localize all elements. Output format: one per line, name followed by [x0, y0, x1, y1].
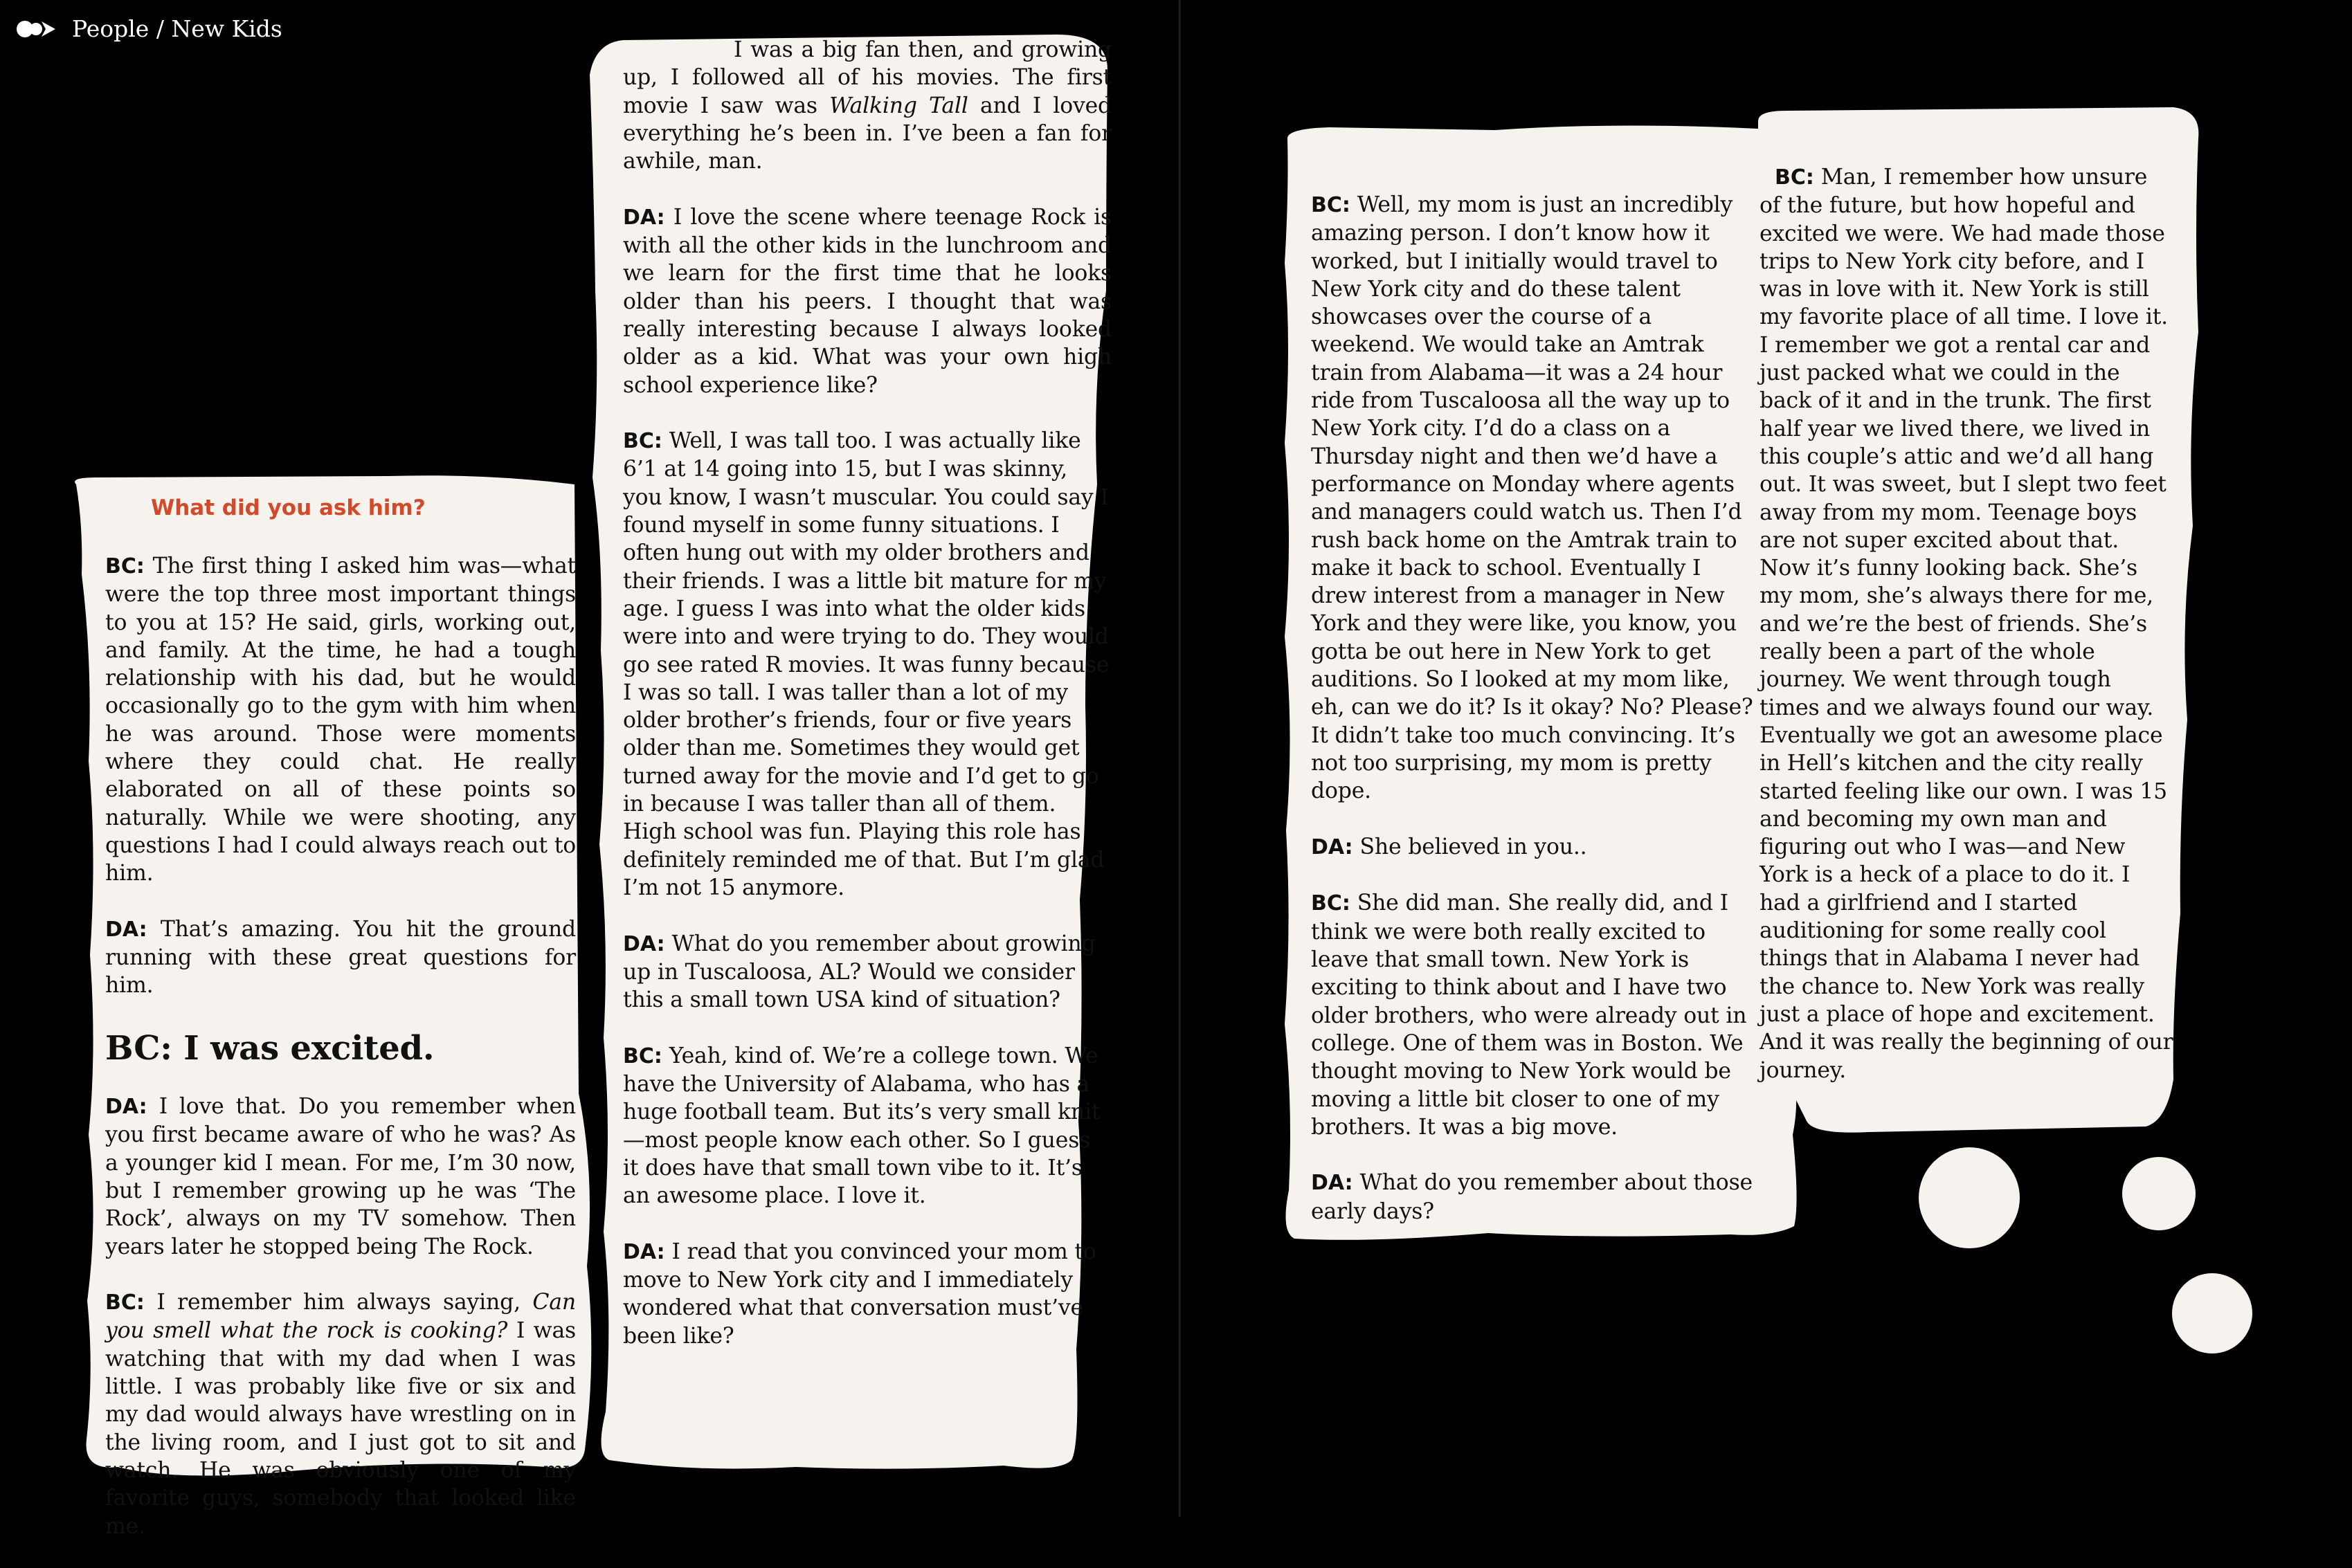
paragraph-text: I was a big fan then, and growing up, I followed all of his movies. The first movie I saw was — [623, 37, 1112, 118]
speaker-label: DA: — [623, 931, 665, 956]
speaker-label: BC: — [623, 429, 662, 454]
paragraph — [623, 930, 1112, 1014]
paragraph-text: She did man. She really did, and I think we were both really excited to leave that small town. New York is exciting to think about and I have two older brothers, who were already out in college. One of them was in Boston. We thought moving to New York would be moving a little bit closer to one of my brothers. It was a big move. — [1311, 891, 1747, 1140]
movie-title-italic: Walking Tall — [829, 93, 968, 118]
thought-bubble-medium — [2122, 1157, 2196, 1230]
paragraph — [1311, 1169, 1754, 1225]
interview-column-4 — [1760, 163, 2173, 1112]
paragraph-text: The first thing I asked him was—what were the top three most important things to you at 15? He said, girls, working out, and family. At the time, he had a tough relationship with his dad, but he would occasionally go to the gym with him when he was around. Those were moments where they could chat. He really elaborated on all of these points so naturally. While we were shooting, any questions I had I could always reach out to him. — [105, 554, 576, 886]
speaker-label: DA: — [623, 205, 665, 230]
speaker-label: BC: — [1775, 165, 1814, 190]
paragraph-text: Well, my mom is just an incredibly amazing person. I don’t know how it worked, but I initially would travel to New York city and do these talent showcases over the course of a weekend. We would take an Amtrak train from Alabama—it was a 24 hour ride from Tuscaloosa all the way up to New York city. I’d do a class on a Thursday night and then we’d have a performance on Monday where agents and managers could watch us. Then I’d rush back home on the Amtrak train to make it back to school. Eventually I drew interest from a manager in New York and they were like, you know, you gotta be out here in New York to get auditions. So I looked at my mom like, eh, can we do it? Is it okay? No? Please? It didn’t take too much convincing. It’s not too surprising, my mom is pretty dope. — [1311, 192, 1753, 804]
paragraph-text: That’s amazing. You hit the ground running with these great questions for him. — [105, 916, 576, 999]
speaker-label: BC: — [1311, 891, 1350, 916]
paragraph — [623, 1238, 1112, 1350]
paragraph — [623, 203, 1112, 399]
paragraph — [105, 1288, 576, 1540]
speaker-label: DA: — [105, 917, 147, 942]
pull-quote: BC: I was excited. — [105, 1029, 435, 1068]
paragraph-text: I love the scene where teenage Rock is with all the other kids in the lunchroom and we learn for the first time that he looks older than his peers. I thought that was really interesting because I always looked older as a kid. What was your own high school experience like? — [623, 204, 1112, 398]
paragraph-text: I read that you convinced your mom to move to New York city and I immediately wondered what that conversation must’ve been like? — [623, 1239, 1096, 1349]
speaker-label: DA: — [105, 1095, 147, 1120]
paragraph-text: Yeah, kind of. We’re a college town. We have the University of Alabama, who has a huge football team. But its’s very small knit—most people know each other. So I guess it does have that small town vibe to it. It’s an awesome place. I love it. — [623, 1043, 1101, 1209]
interview-column-2 — [623, 36, 1112, 1378]
speaker-label: DA: — [1311, 1171, 1353, 1196]
paragraph — [105, 1093, 576, 1261]
speaker-label: DA: — [623, 1239, 665, 1264]
interview-column-3 — [1311, 191, 1754, 1253]
question-heading: What did you ask him? — [151, 495, 426, 520]
paragraph — [105, 915, 576, 1000]
paragraph-text: What do you remember about those early days? — [1311, 1170, 1753, 1224]
paragraph-text: She believed in you.. — [1359, 834, 1587, 859]
paragraph-text: I was watching that with my dad when I was little. I was probably like five or six and my dad would always have wrestling on in the living room, and I just got to sit and watch. He was obviously one of my favorite guys, somebody that looked like me. — [105, 1318, 576, 1539]
speaker-label: BC: — [1311, 193, 1350, 217]
speaker-label: DA: — [1311, 835, 1353, 859]
paragraph — [623, 36, 1112, 175]
thought-bubble-small — [2172, 1273, 2252, 1353]
paragraph-text: and I loved everything he’s been in. I’ve been a fan for awhile, man. — [623, 93, 1112, 174]
paragraph — [1760, 163, 2173, 1084]
speaker-label: BC: — [623, 1043, 662, 1068]
speaker-label: BC: — [105, 1291, 145, 1315]
paragraph — [1311, 889, 1754, 1141]
paragraph-text: Well, I was tall too. I was actually like 6’1 at 14 going into 15, but I was skinny, you know, I wasn’t muscular. You could say I found myself in some funny situations. I often hung out with my older brothers and their friends. I was a little bit mature for my age. I guess I was into what the older kids were into and were trying to do. They would go see rated R movies. It was funny because I was so tall. I was taller than a lot of my older brother’s friends, four or five years older than me. Sometimes they would get turned away for the movie and I’d get to go in because I was taller than all of them. High school was fun. Playing this role has definitely reminded me of that. But I’m glad I’m not 15 anymore. — [623, 428, 1110, 900]
paragraph — [1311, 833, 1754, 862]
paragraph-text: What do you remember about growing up in Tuscaloosa, AL? Would we consider this a small town USA kind of situation? — [623, 931, 1096, 1013]
interview-column-1 — [105, 552, 576, 1568]
paragraph — [1311, 191, 1754, 805]
paragraph — [105, 552, 576, 888]
thought-bubble-large — [1919, 1147, 2020, 1248]
section-label: People / New Kids — [72, 15, 282, 42]
paragraph-text: I remember him always saying, — [156, 1290, 521, 1315]
paragraph-text: Man, I remember how unsure of the future, but how hopeful and excited we were. We had made those trips to New York city before, and I was in love with it. New York is still my favorite place of all time. I love it. I remember we got a rental car and just packed what we could in the back of it and in the trunk. The first half year we lived there, we lived in this couple’s attic and we’d all hang out. It was sweet, but I slept two feet away from my mom. Teenage boys are not super excited about that. Now it’s funny looking back. She’s my mom, she’s always there for me, and we’re the best of friends. She’s really been a part of the whole journey. We went through tough times and we always found our way. Eventually we got an awesome place in Hell’s kitchen and the city really started feeling like our own. I was 15 and becoming my own man and figuring out who I was—and New York is a heck of a place to do it. I had a girlfriend and I started auditioning for some really cool things that in Alabama I never had the chance to. New York was really just a place of hope and excitement. And it was really the beginning of our journey. — [1760, 165, 2173, 1083]
quote-italic: Can you smell what the rock is cooking? — [105, 1290, 576, 1344]
speaker-label: BC: — [105, 554, 145, 578]
paragraph — [623, 427, 1112, 902]
paragraph-text: I love that. Do you remember when you first became aware of who he was? As a younger kid I mean. For me, I’m 30 now, but I remember growing up he was ‘The Rock’, always on my TV somehow. Then years later he stopped being The Rock. — [105, 1094, 576, 1259]
paragraph — [623, 1042, 1112, 1210]
